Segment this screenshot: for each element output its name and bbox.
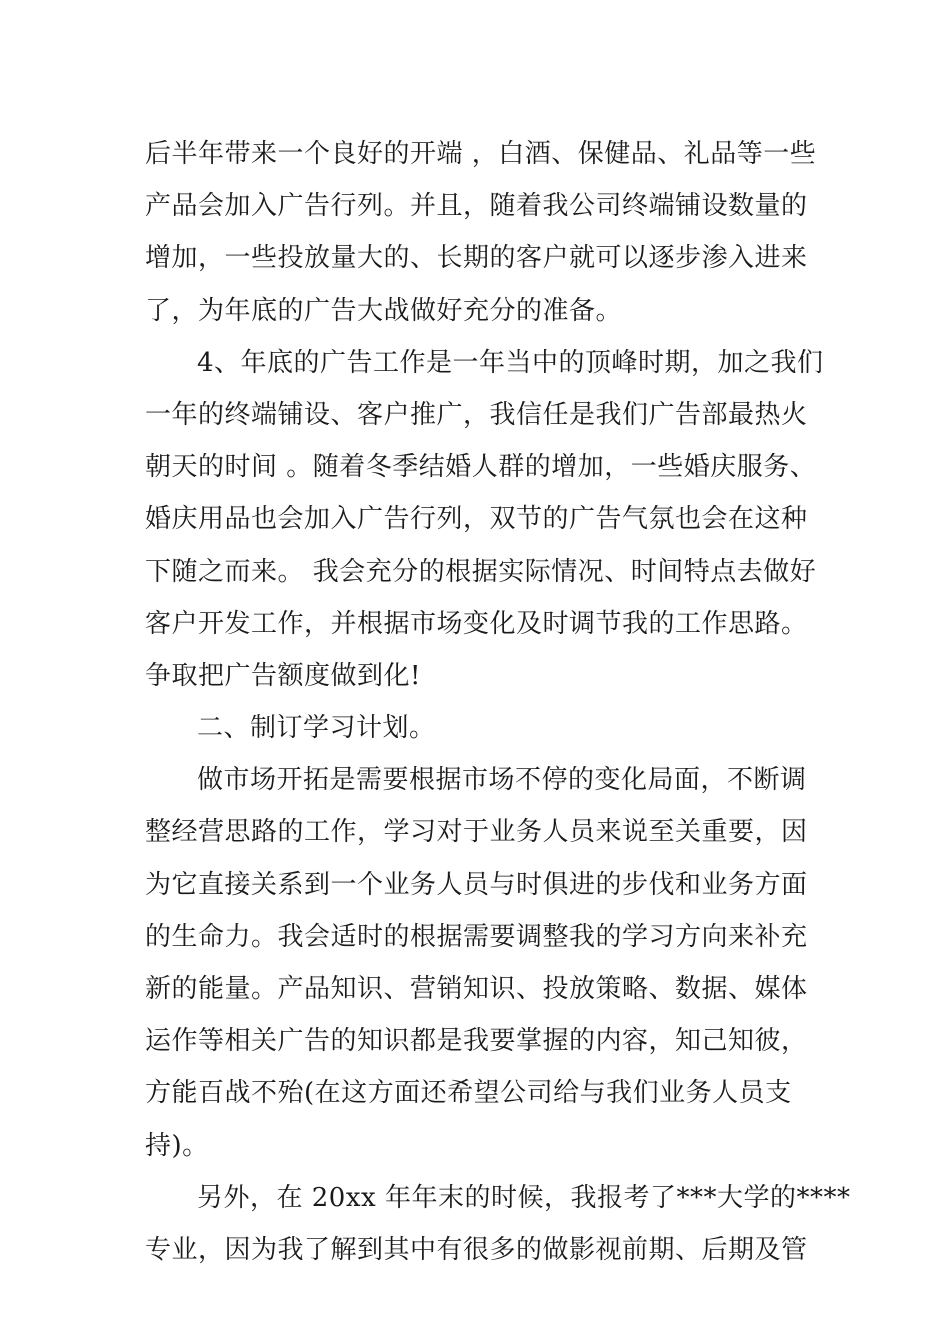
paragraph-first-line: 做市场开拓是需要根据市场不停的变化局面，不断调	[197, 765, 807, 796]
text-line: 产品会加入广告行列。并且，随着我公司终端铺设数量的	[145, 191, 808, 222]
text-line: 方能百战不殆(在这方面还希望公司给与我们业务人员支	[145, 1078, 792, 1109]
text-line: 下随之而来。 我会充分的根据实际情况、时间特点去做好	[145, 556, 817, 587]
text-line: 增加，一些投放量大的、长期的客户就可以逐步渗入进来	[145, 243, 808, 274]
text-line: 的生命力。我会适时的根据需要调整我的学习方向来补充	[145, 921, 808, 952]
text-line: 一年的终端铺设、客户推广，我信任是我们广告部最热火	[145, 399, 808, 430]
text-line: 运作等相关广告的知识都是我要掌握的内容，知己知彼，	[145, 1026, 808, 1057]
text-line: 后半年带来一个良好的开端 ，白酒、保健品、礼品等一些	[145, 139, 817, 169]
paragraph-first-line: 另外，在 20xx 年年末的时候，我报考了***大学的****	[197, 1182, 851, 1213]
document-body	[145, 128, 851, 1276]
text-line: 争取把广告额度做到化!	[145, 660, 421, 691]
text-line: 朝天的时间 。随着冬季结婚人群的增加，一些婚庆服务、	[145, 452, 817, 483]
text-line: 了，为年底的广告大战做好充分的准备。	[145, 295, 623, 326]
text-line: 客户开发工作，并根据市场变化及时调节我的工作思路。	[145, 608, 808, 639]
text-line: 持)。	[145, 1130, 209, 1161]
section-heading: 二、制订学习计划。	[197, 713, 436, 744]
text-line: 专业，因为我了解到其中有很多的做影视前期、后期及管	[145, 1234, 808, 1265]
text-line: 婚庆用品也会加入广告行列，双节的广告气氛也会在这种	[145, 504, 808, 535]
text-line: 为它直接关系到一个业务人员与时俱进的步伐和业务方面	[145, 869, 808, 900]
text-line: 整经营思路的工作，学习对于业务人员来说至关重要，因	[145, 817, 808, 848]
text-line: 新的能量。产品知识、营销知识、投放策略、数据、媒体	[145, 974, 808, 1004]
paragraph-first-line: 4、年底的广告工作是一年当中的顶峰时期，加之我们	[197, 347, 824, 378]
